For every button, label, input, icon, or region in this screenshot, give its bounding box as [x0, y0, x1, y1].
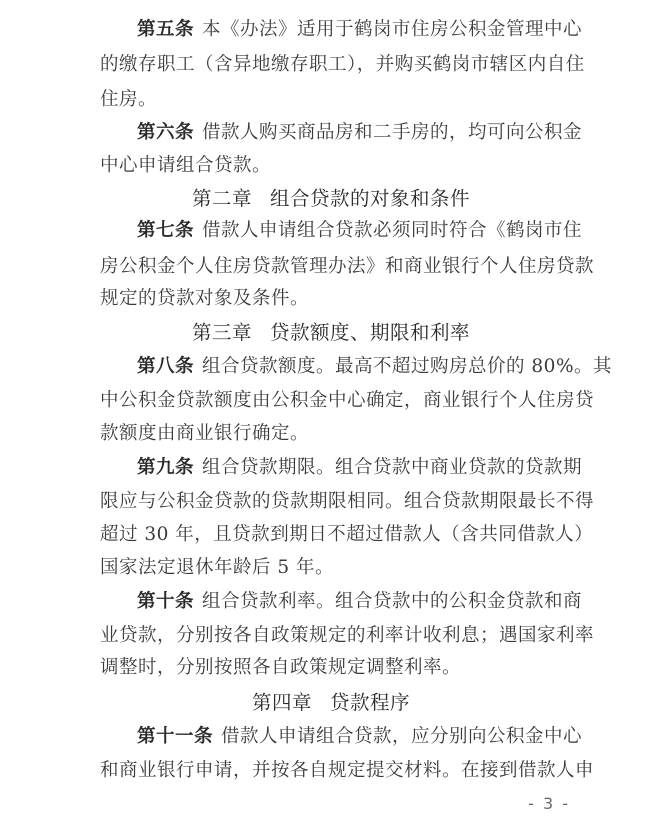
article-label: 第九条 — [137, 457, 195, 478]
article-7-line-3: 规定的贷款对象及条件。 — [100, 288, 310, 309]
article-5-line-2: 的缴存职工（含异地缴存职工），并购买鹤岗市辖区内自住 — [100, 54, 585, 75]
article-label: 第七条 — [137, 220, 195, 241]
article-6-line-1: 第六条 借款人购买商品房和二手房的，均可向公积金 — [137, 122, 583, 143]
article-label: 第八条 — [137, 356, 195, 377]
article-label: 第六条 — [137, 122, 195, 143]
chapter-4-heading: 第四章 贷款程序 — [251, 691, 411, 714]
chapter-3-heading: 第三章 贷款额度、期限和利率 — [191, 321, 471, 344]
article-label: 第十一条 — [137, 726, 214, 747]
article-11-line-2: 和商业银行申请，并按各自规定提交材料。在接到借款人申 — [100, 760, 595, 781]
article-6-line-2: 中心申请组合贷款。 — [100, 155, 272, 176]
article-10-line-3: 调整时，分别按照各自政策规定调整利率。 — [100, 657, 462, 678]
article-label: 第十条 — [137, 591, 195, 612]
article-7-line-1: 第七条 借款人申请组合贷款必须同时符合《鹤岗市住 — [137, 220, 583, 241]
article-9-line-3: 超过 30 年，且贷款到期日不超过借款人（含共同借款人） — [100, 524, 594, 545]
article-8-line-1: 第八条 组合贷款额度。最高不超过购房总价的 80%。其 — [137, 356, 613, 377]
page-number: - 3 - — [528, 794, 570, 813]
article-9-line-2: 限应与公积金贷款的贷款期限相同。组合贷款期限最长不得 — [100, 491, 595, 512]
article-7-line-2: 房公积金个人住房贷款管理办法》和商业银行个人住房贷款 — [100, 256, 595, 277]
article-8-line-2: 中公积金贷款额度由公积金中心确定，商业银行个人住房贷 — [100, 390, 595, 411]
chapter-2-heading: 第二章 组合贷款的对象和条件 — [191, 187, 471, 210]
article-8-line-3: 款额度由商业银行确定。 — [100, 423, 310, 444]
article-11-line-1: 第十一条 借款人申请组合贷款，应分别向公积金中心 — [137, 726, 583, 747]
article-5-line-1: 第五条 本《办法》适用于鹤岗市住房公积金管理中心 — [137, 19, 583, 40]
article-10-line-2: 业贷款，分别按各自政策规定的利率计收利息；遇国家利率 — [100, 625, 595, 646]
article-9-line-1: 第九条 组合贷款期限。组合贷款中商业贷款的贷款期 — [137, 457, 583, 478]
article-10-line-1: 第十条 组合贷款利率。组合贷款中的公积金贷款和商 — [137, 591, 583, 612]
article-5-line-3: 住房。 — [100, 89, 158, 110]
article-label: 第五条 — [137, 19, 195, 40]
article-9-line-4: 国家法定退休年龄后 5 年。 — [100, 557, 335, 578]
